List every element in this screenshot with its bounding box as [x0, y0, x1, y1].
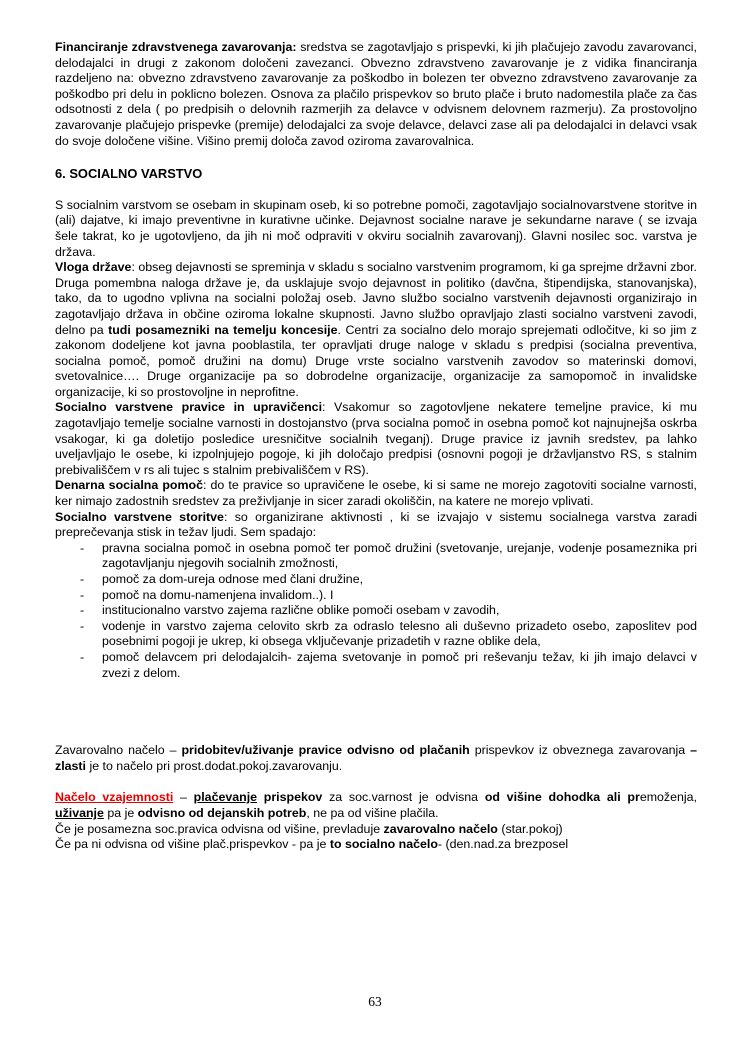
text-run: Socialno varstvene storitve: [55, 509, 224, 524]
para-socialno-nacelo: [55, 837, 697, 853]
para-socialno-varstvene-pravice: [55, 400, 697, 478]
text-run: (star.pokoj): [497, 821, 563, 836]
text-run: Zavarovalno načelo –: [55, 743, 182, 758]
text-run: Socialno varstvene pravice in upravičenci: [55, 400, 323, 415]
para-zavarovalno-nacelo: [55, 743, 697, 774]
text-run: prispevkov iz obveznega zavarovanja: [469, 743, 691, 758]
text-run: uživanje: [55, 805, 104, 820]
text-run: sredstva se zagotavljajo s prispevki, ki jih plačujejo zavodu zavarovanci, delodajalci in drugi z zakonom določeni zavezanci. Obvezno zdravstveno zavarovanje je z vidika financiranja razdeljeno na: obvezno zdravstveno zavarovanje za poškodbo in bolezen ter obvezno zdravstveno zavarovanje za poškodbo pri delu in poklicno bolezen. Osnova za plačilo prispevkov so bruto plače i bruto nadomestila plače za čas odsotnosti z dela ( po predpisih o delovnih razmerjih za delavce v odvisnem delovnem razmerju). Za prostovoljno zavarovanje plačujejo prispevke (premije) delodajalci za svoje delavce, delavci zase ali pa delodajalci in delavci vsak do svoje določene višine. Višino premij določa zavod oziroma zavarovalnica.: [55, 40, 697, 148]
blank-gap: [55, 681, 697, 743]
list-item: [55, 588, 697, 604]
text-run: : obseg dejavnosti se spreminja v skladu s socialno varstvenim programom, ki ga sprejme državni zbor. Druga pomembna naloga države je, da usklajuje svojo dejavnost in politiko (davčna, štipendijska, stanovanjska), tako, da to ugodno vplivna na socialni položaj oseb. Javno službo socialno varstvenih dejavnosti organizirajo in zagotavljajo država in občine oziroma lokalne skupnosti. Javno službo opravljajo zlasti socialno varstveni zavodi, delno pa: [55, 260, 698, 337]
text-run: : Vsakomur so zagotovljene nekatere temeljne pravice, ki mu zagotavljajo temelje socialne varnosti in dostojanstvo (prva socialna pomoč in osebna pomoč kot najnujnejša oskrba vsakogar, ki ga doletijo posledice uresničitve socialnih tveganj). Druge pravice iz javnih sredstev, pa lahko uveljavljajo le osebe, ki izpolnjujejo pogoje, ki jih določajo predpisi (osnovni pogoji je državljanstvo RS, s stalnim prebivališčem v rs ali tujec s stalnim prebivališčem v RS).: [55, 400, 697, 477]
page-number: 63: [368, 994, 382, 1009]
dash-bullet: -: [80, 540, 85, 555]
heading-socialno-varstvo: [55, 166, 697, 182]
text-run: pa je: [103, 805, 138, 820]
text-run: pomoč delavcem pri delodajalcih- zajema svetovanje in pomoč pri reševanju težav, ki jih imajo delavci v zvezi z delom.: [102, 649, 697, 680]
dash-bullet: -: [80, 618, 85, 633]
text-run: Vloga države: [55, 260, 132, 275]
text-run: . Centri za socialno delo morajo sprejemati odločitve, ki so jim z zakonom dodeljene kot javna pooblastila, ter opravljati druge naloge v skladu s predpisi (socialna preventiva, socialna pomoč, pomoč družini na domu) Druge vrste socialno varstvenih zavodov so materinski domovi, svetovalnice…. Druge organizacije pa so dobrodelne organizacije, organizacije za samopomoč in invalidske organizacije, ki so prostovoljne in neprofitne.: [55, 322, 697, 399]
text-run: – zlasti: [55, 743, 698, 773]
text-run: pridobitev/uživanje pravice odvisno od plačanih: [181, 743, 470, 758]
dash-bullet: -: [80, 572, 85, 586]
text-run: emoženja,: [639, 790, 697, 805]
text-run: zavarovalno načelo: [383, 821, 498, 836]
text-run: to socialno načelo: [329, 837, 438, 852]
text-run: je to načelo pri prost.dodat.pokoj.zavarovanju.: [86, 758, 343, 773]
document-body: [55, 40, 697, 853]
text-run: za soc.varnost je odvisna: [322, 790, 485, 805]
text-run: pomoč na domu-namenjena invalidom..). I: [102, 587, 334, 602]
list-item: [55, 619, 697, 650]
text-run: Denarna socialna pomoč: [55, 478, 203, 493]
text-run: Načelo vzajemnosti: [55, 790, 174, 805]
text-run: vodenje in varstvo zajema celovito skrb za odraslo telesno ali duševno prizadeto osebo, zaposlitev pod posebnimi pogoji je ukrep, ki obsega vključevanje prizadetih v razne oblike dela,: [102, 618, 697, 649]
text-run: odvisno od dejanskih potreb: [137, 805, 307, 820]
dash-bullet: -: [80, 649, 85, 664]
para-nacelo-vzajemnosti: [55, 790, 697, 821]
page-footer: [0, 994, 750, 1010]
text-run: Če pa ni odvisna od višine plač.prispevkov - pa je: [55, 837, 330, 852]
text-run: - (den.nad.za brezposel: [437, 837, 569, 852]
dash-bullet: -: [80, 587, 85, 602]
para-socialno-varstvene-storitve: [55, 510, 697, 541]
para-denarna-socialna-pomoc: [55, 478, 697, 509]
dash-bullet: -: [80, 603, 85, 618]
text-run: tudi posamezniki na temelju koncesije: [108, 322, 338, 337]
text-run: Če je posamezna soc.pravica odvisna od višine, prevladuje: [55, 821, 384, 836]
list-item: [55, 541, 697, 572]
text-run: S socialnim varstvom se osebam in skupinam oseb, ki so potrebne pomoči, zagotavljajo socialnovarstvene storitve in (ali) dajatve, ki imajo preventivne in kurativne učinke. Dejavnost socialne narave je sekundarne narave ( se izvaja šele takrat, ko je ugotovljeno, da jih ni moč odpraviti v okviru socialnih zavarovanj). Glavni nosilec soc. varstva je država.: [55, 197, 697, 259]
para-vloga-drzave: [55, 260, 697, 400]
text-run: pomoč za dom-ureja odnose med člani družine,: [102, 572, 364, 586]
list-socialno-varstvene-storitve: [55, 541, 697, 681]
para-zavarovalno-nacelo-prevlada: [55, 822, 697, 838]
text-run: od višine dohodka ali pr: [484, 790, 640, 805]
text-run: –: [173, 790, 194, 805]
para-socialno-varstvo-uvod: [55, 198, 697, 260]
blank-line: [55, 774, 697, 790]
list-item: [55, 650, 697, 681]
text-run: Financiranje zdravstvenega zavarovanja:: [55, 40, 297, 54]
text-run: : do te pravice so upravičene le osebe, ki si same ne morejo zagotoviti socialne varnosti, ker nimajo zadostnih sredstev za preživljanje in sicer zaradi okoliščin, na katere ne morejo vplivati.: [55, 478, 697, 509]
text-run: prispekov: [257, 790, 323, 805]
text-run: , ne pa od višine plačila.: [306, 805, 439, 820]
list-item: [55, 603, 697, 619]
text-run: 6. SOCIALNO VARSTVO: [55, 166, 203, 182]
para-financiranje-zdravstvenega-zavarovanja: [55, 40, 697, 149]
text-run: institucionalno varstvo zajema različne oblike pomoči osebam v zavodih,: [102, 603, 500, 618]
text-run: pravna socialna pomoč in osebna pomoč ter pomoč družini (svetovanje, urejanje, vodenje posameznika pri zagotavljanju njegovih socialnih zmožnosti,: [102, 540, 697, 571]
text-run: plačevanje: [193, 790, 258, 805]
list-item: [55, 572, 697, 588]
text-run: : so organizirane aktivnosti , ki se izvajajo v sistemu socialnega varstva zaradi preprečevanja stisk in težav ljudi. Sem spadajo:: [55, 509, 697, 540]
